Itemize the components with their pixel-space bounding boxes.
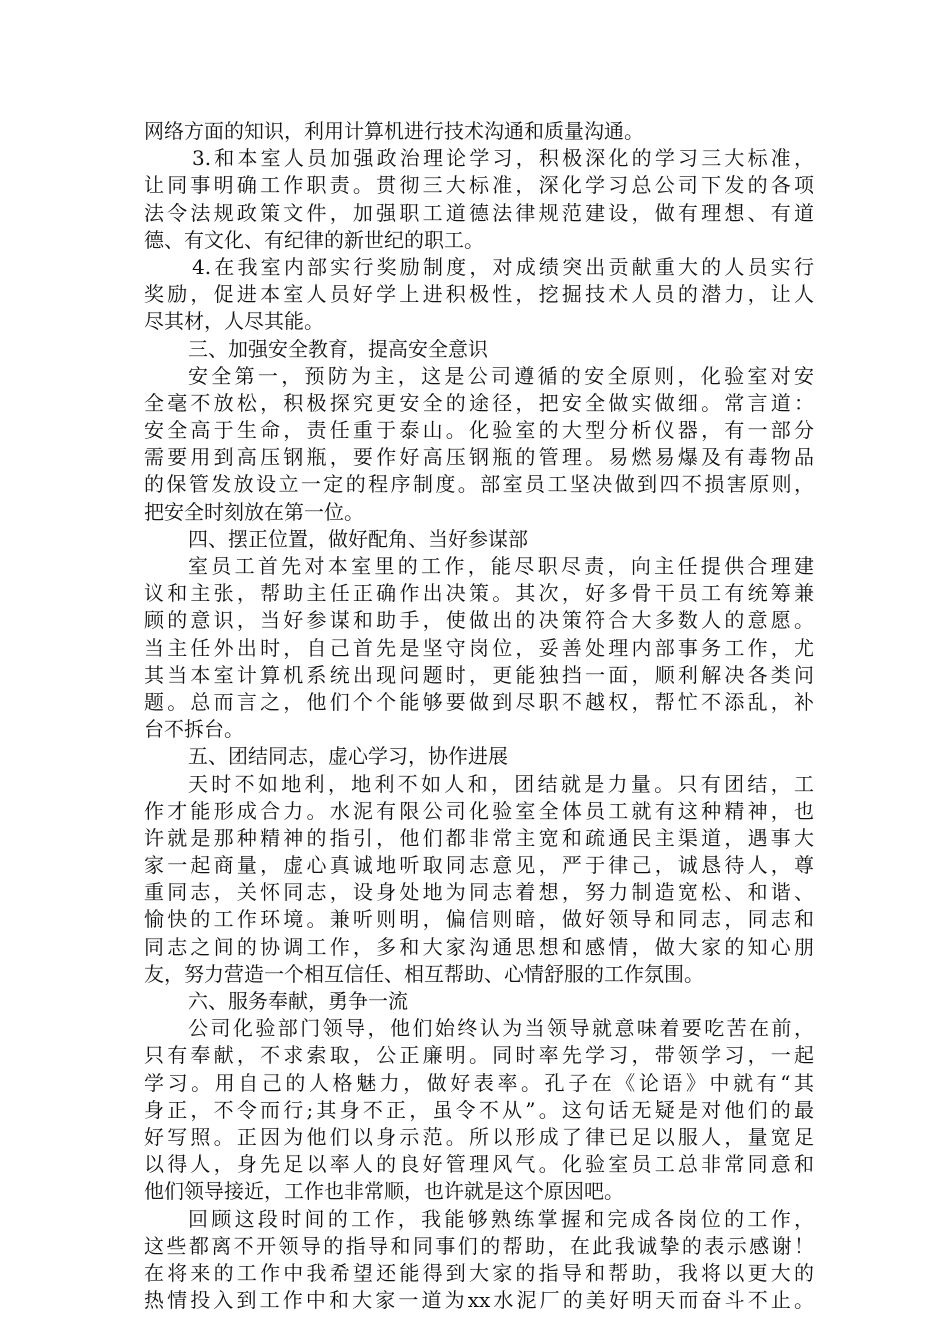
text-line: 热情投入到工作中和大家一道为xx水泥厂的美好明天而奋斗不止。 <box>144 1288 814 1313</box>
text-line: 愉快的工作环境。兼听则明，偏信则暗，做好领导和同志，同志和 <box>144 907 814 932</box>
text-line: 只有奉献，不求索取，公正廉明。同时率先学习，带领学习，一起 <box>144 1043 814 1068</box>
text-line: 的保管发放设立一定的程序制度。部室员工坚决做到四不损害原则， <box>144 472 814 497</box>
text-line: 重同志，关怀同志，设身处地为同志着想，努力制造宽松、和谐、 <box>144 880 814 905</box>
text-line: 法令法规政策文件，加强职工道德法律规范建设，做有理想、有道 <box>144 200 814 225</box>
text-line: 在将来的工作中我希望还能得到大家的指导和帮助，我将以更大的 <box>144 1260 814 1285</box>
text-line: 让同事明确工作职责。贯彻三大标准，深化学习总公司下发的各项 <box>144 173 814 198</box>
text-line: 许就是那种精神的指引，他们都非常主宽和疏通民主渠道，遇事大 <box>144 825 814 850</box>
text-line: 同志之间的协调工作，多和大家沟通思想和感情，做大家的知心朋 <box>144 934 814 959</box>
text-line: 台不拆台。 <box>144 717 244 742</box>
text-line: 他们领导接近，工作也非常顺，也许就是这个原因吧。 <box>144 1179 624 1204</box>
text-line: 回顾这段时间的工作，我能够熟练掌握和完成各岗位的工作， <box>188 1206 814 1231</box>
text-line: 作才能形成合力。水泥有限公司化验室全体员工就有这种精神，也 <box>144 798 814 823</box>
section-heading: 六、服务奉献，勇争一流 <box>188 989 408 1013</box>
text-line: 这些都离不开领导的指导和同事们的帮助，在此我诚挚的表示感谢！ <box>144 1233 814 1258</box>
section-heading: 三、加强安全教育，提高安全意识 <box>188 336 488 361</box>
text-line: 全毫不放松，积极探究更安全的途径，把安全做实做细。常言道： <box>144 390 814 415</box>
text-line: 学习。用自己的人格魅力，做好表率。孔子在《论语》中就有“其 <box>144 1070 814 1095</box>
text-line: 德、有文化、有纪律的新世纪的职工。 <box>144 227 484 252</box>
text-line: 题。总而言之，他们个个能够要做到尽职不越权，帮忙不添乱，补 <box>144 689 814 714</box>
section-heading: 五、团结同志，虚心学习，协作进展 <box>188 744 508 769</box>
text-line: 议和主张，帮助主任正确作出决策。其次，好多骨干员工有统筹兼 <box>144 581 814 606</box>
section-heading: 四、摆正位置，做好配角、当好参谋部 <box>188 526 528 551</box>
text-line: 天时不如地利，地利不如人和，团结就是力量。只有团结，工 <box>188 771 814 796</box>
text-line: 网络方面的知识，利用计算机进行技术沟通和质量沟通。 <box>144 119 644 143</box>
text-line: 安全第一，预防为主，这是公司遵循的安全原则，化验室对安 <box>188 363 814 388</box>
text-line: 当主任外出时，自己首先是坚守岗位，妥善处理内部事务工作，尤 <box>144 635 814 660</box>
text-line: 以得人，身先足以率人的良好管理风气。化验室员工总非常同意和 <box>144 1152 814 1177</box>
text-line: 公司化验部门领导，他们始终认为当领导就意味着要吃苦在前， <box>188 1016 814 1041</box>
text-line: 其当本室计算机系统出现问题时，更能独挡一面，顺利解决各类问 <box>144 662 814 687</box>
text-line: 需要用到高压钢瓶，要作好高压钢瓶的管理。易燃易爆及有毒物品 <box>144 445 814 470</box>
text-line: 身正，不令而行;其身不正，虽令不从”。这句话无疑是对他们的最 <box>144 1097 814 1122</box>
text-line: 安全高于生命，责任重于泰山。化验室的大型分析仪器，有一部分 <box>144 418 814 443</box>
text-line: 把安全时刻放在第一位。 <box>144 499 364 524</box>
document-body <box>144 118 814 1314</box>
text-line: 好写照。正因为他们以身示范。所以形成了律已足以服人，量宽足 <box>144 1124 814 1149</box>
text-line: 尽其材，人尽其能。 <box>144 309 324 334</box>
text-line: 3.和本室人员加强政治理论学习，积极深化的学习三大标准， <box>192 146 814 171</box>
text-line: 友，努力营造一个相互信任、相互帮助、心情舒服的工作氛围。 <box>144 961 704 986</box>
text-line: 家一起商量，虚心真诚地听取同志意见，严于律己，诚恳待人，尊 <box>144 853 814 878</box>
text-line: 奖励，促进本室人员好学上进积极性，挖掘技术人员的潜力，让人 <box>144 282 814 307</box>
text-line: 顾的意识，当好参谋和助手，使做出的决策符合大多数人的意愿。 <box>144 608 814 633</box>
text-line: 室员工首先对本室里的工作，能尽职尽责，向主任提供合理建 <box>188 554 814 578</box>
text-line: 4.在我室内部实行奖励制度，对成绩突出贡献重大的人员实行 <box>192 254 814 279</box>
